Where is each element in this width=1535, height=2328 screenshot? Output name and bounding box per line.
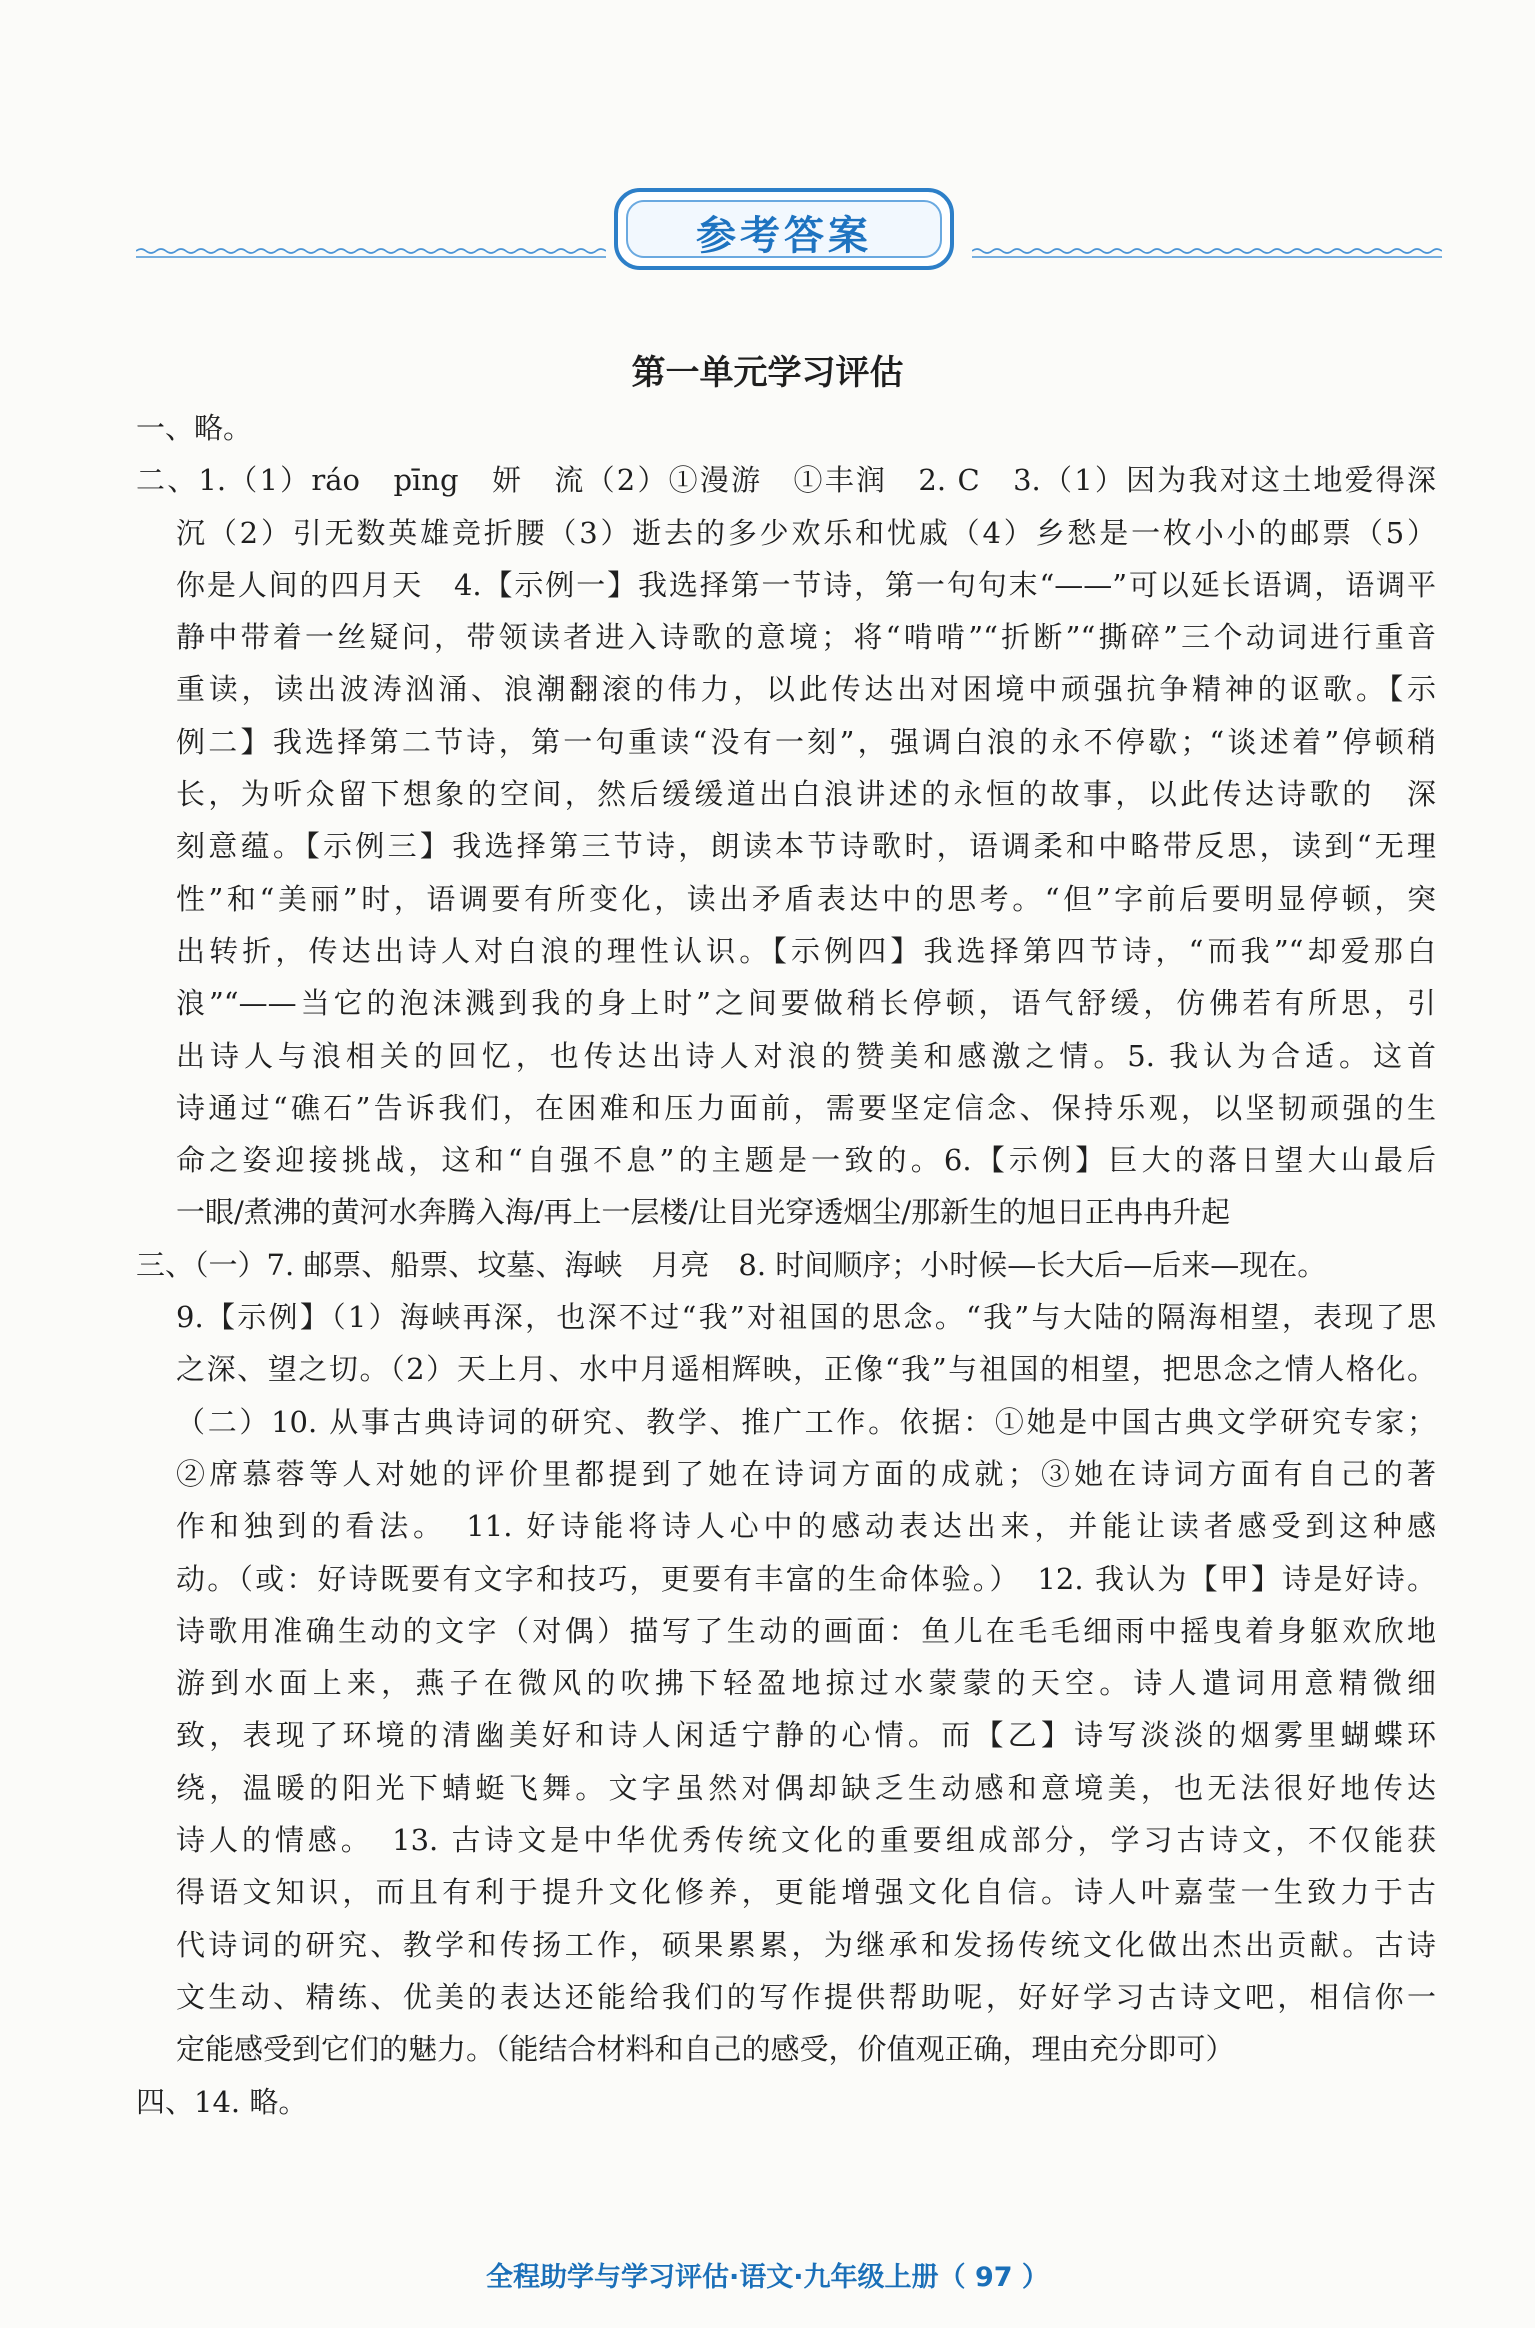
answer-line: 二、1.（1）ráo pīng 妍 流（2）①漫游 ①丰润 2. C 3.（1）因为我对这土地爱得深 xyxy=(136,463,1436,498)
answer-line: 定能感受到它们的魅力。（能结合材料和自己的感受，价值观正确，理由充分即可） xyxy=(176,2032,1235,2067)
answer-line: 静中带着一丝疑问，带领读者进入诗歌的意境；将“啃啃”“折断”“撕碎”三个动词进行重音 xyxy=(176,620,1436,655)
page-footer: 全程助学与学习评估·语文·九年级上册（ 97 ） xyxy=(486,2262,1049,2293)
decorative-wave-left xyxy=(136,246,606,260)
answer-line: （二）10. 从事古典诗词的研究、教学、推广工作。依据：①她是中国古典文学研究专家； xyxy=(176,1404,1436,1439)
answer-line: 沉（2）引无数英雄竞折腰（3）逝去的多少欢乐和忧戚（4）乡愁是一枚小小的邮票（5） xyxy=(176,515,1436,550)
answer-line: 动。（或：好诗既要有文字和技巧，更要有丰富的生命体验。） 12. 我认为【甲】诗是好诗。 xyxy=(176,1561,1436,1596)
section-title: 第一单元学习评估 xyxy=(631,353,904,393)
answer-line: 性”和“美丽”时，语调要有所变化，读出矛盾表达中的思考。“但”字前后要明显停顿，突 xyxy=(176,881,1436,916)
answer-line: 四、14. 略。 xyxy=(136,2084,308,2119)
answer-line: 致，表现了环境的清幽美好和诗人闲适宁静的心情。而【乙】诗写淡淡的烟雾里蝴蝶环 xyxy=(176,1718,1436,1753)
answer-line: 长，为听众留下想象的空间，然后缓缓道出白浪讲述的永恒的故事，以此传达诗歌的 深 xyxy=(176,777,1436,812)
answer-line: 之深、望之切。（2）天上月、水中月遥相辉映，正像“我”与祖国的相望，把思念之情人格化。 xyxy=(176,1352,1436,1387)
answer-line: 例二】我选择第二节诗，第一句重读“没有一刻”，强调白浪的永不停歇；“谈述着”停顿稍 xyxy=(176,724,1436,759)
answer-line: 诗歌用准确生动的文字（对偶）描写了生动的画面：鱼儿在毛毛细雨中摇曳着身躯欢欣地 xyxy=(176,1613,1436,1648)
answer-line: 命之姿迎接挑战，这和“自强不息”的主题是一致的。6.【示例】巨大的落日望大山最后 xyxy=(176,1143,1436,1178)
decorative-wave-right xyxy=(972,246,1442,260)
answer-line: 游到水面上来，燕子在微风的吹拂下轻盈地掠过水蒙蒙的天空。诗人遣词用意精微细 xyxy=(176,1666,1436,1701)
answer-line: 刻意蕴。【示例三】我选择第三节诗，朗读本节诗歌时，语调柔和中略带反思，读到“无理 xyxy=(176,829,1436,864)
answer-line: 诗通过“礁石”告诉我们，在困难和压力面前，需要坚定信念、保持乐观，以坚韧顽强的生 xyxy=(176,1090,1436,1125)
answer-line: 诗人的情感。 13. 古诗文是中华优秀传统文化的重要组成部分，学习古诗文，不仅能获 xyxy=(176,1823,1436,1858)
answer-line: 一眼/煮沸的黄河水奔腾入海/再上一层楼/让目光穿透烟尘/那新生的旭日正冉冉升起 xyxy=(176,1195,1231,1230)
answer-line: 重读，读出波涛汹涌、浪潮翻滚的伟力，以此传达出对困境中顽强抗争精神的讴歌。【示 xyxy=(176,672,1436,707)
answer-line: 三、（一）7. 邮票、船票、坟墓、海峡 月亮 8. 时间顺序；小时候—长大后—后来—现在。 xyxy=(136,1247,1327,1282)
answer-line: 得语文知识，而且有利于提升文化修养，更能增强文化自信。诗人叶嘉莹一生致力于古 xyxy=(176,1875,1436,1910)
page-title: 参考答案 xyxy=(696,213,872,259)
answer-line: 一、略。 xyxy=(136,411,253,445)
answer-line: 绕，温暖的阳光下蜻蜓飞舞。文字虽然对偶却缺乏生动感和意境美，也无法很好地传达 xyxy=(176,1770,1436,1805)
answer-line: 9.【示例】（1）海峡再深，也深不过“我”对祖国的思念。“我”与大陆的隔海相望，表现了思 xyxy=(176,1300,1436,1335)
answer-line: 出诗人与浪相关的回忆，也传达出诗人对浪的赞美和感激之情。5. 我认为合适。这首 xyxy=(176,1038,1436,1073)
answer-line: ②席慕蓉等人对她的评价里都提到了她在诗词方面的成就；③她在诗词方面有自己的著 xyxy=(176,1456,1436,1491)
answer-line: 文生动、精练、优美的表达还能给我们的写作提供帮助呢，好好学习古诗文吧，相信你一 xyxy=(176,1979,1436,2014)
header-title-badge xyxy=(614,188,954,270)
answer-line: 作和独到的看法。 11. 好诗能将诗人心中的感动表达出来，并能让读者感受到这种感 xyxy=(176,1509,1436,1544)
answer-line: 代诗词的研究、教学和传扬工作，硕果累累，为继承和发扬传统文化做出杰出贡献。古诗 xyxy=(176,1927,1436,1962)
answer-line: 你是人间的四月天 4.【示例一】我选择第一节诗，第一句句末“——”可以延长语调，语调平 xyxy=(176,567,1436,602)
answer-line: 出转折，传达出诗人对白浪的理性认识。【示例四】我选择第四节诗，“而我”“却爱那白 xyxy=(176,933,1436,968)
answer-body xyxy=(136,402,1436,2128)
answer-line: 浪”“——当它的泡沫溅到我的身上时”之间要做稍长停顿，语气舒缓，仿佛若有所思，引 xyxy=(176,986,1436,1021)
